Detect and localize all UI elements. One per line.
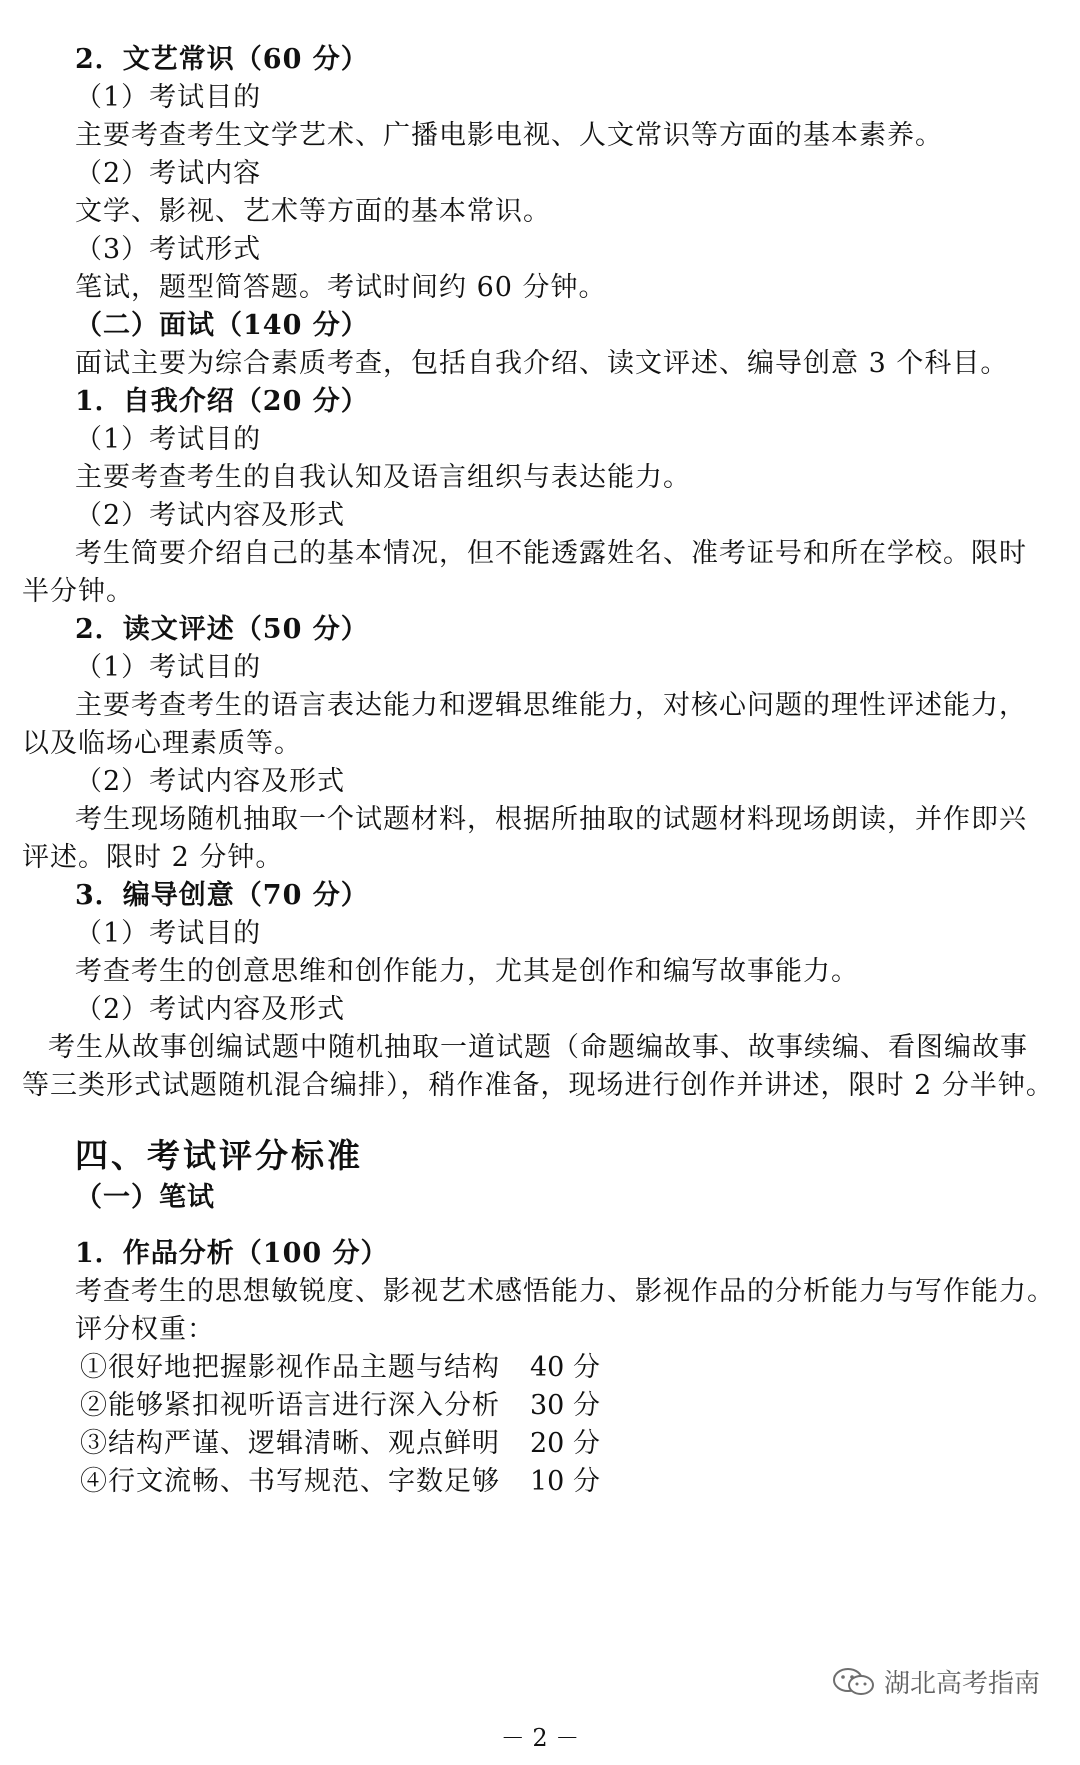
scoring-points: 20 分 xyxy=(530,1428,600,1459)
text-line-i1-p2-head: （2）考试内容及形式 xyxy=(75,500,346,531)
text-line-i3-p2-body-a: 考生从故事创编试题中随机抽取一道试题（命题编故事、故事续编、看图编故事 xyxy=(48,1032,1028,1063)
text-line-sec4-title: 四、考试评分标准 xyxy=(75,1136,363,1175)
text-line-s2-title: 2．文艺常识（60 分） xyxy=(75,44,369,75)
text-line-i3-p1-head: （1）考试目的 xyxy=(75,918,262,949)
text-line-i2-p2-body-a: 考生现场随机抽取一个试题材料，根据所抽取的试题材料现场朗读，并作即兴 xyxy=(75,804,1027,835)
scoring-row xyxy=(80,1388,600,1424)
watermark-text: 湖北高考指南 xyxy=(883,1669,1040,1699)
scoring-points: 40 分 xyxy=(530,1352,600,1383)
scoring-item: ④行文流畅、书写规范、字数足够 xyxy=(80,1466,500,1497)
text-line-written-title: （一）笔试 xyxy=(75,1182,215,1213)
text-line-i1-p2-body-b: 半分钟。 xyxy=(22,576,134,607)
text-line-i2-p2-head: （2）考试内容及形式 xyxy=(75,766,346,797)
page-number: － 2 － xyxy=(500,1724,580,1752)
text-line-i3-title: 3．编导创意（70 分） xyxy=(75,880,369,911)
text-line-i1-title: 1．自我介绍（20 分） xyxy=(75,386,369,417)
text-line-i2-title: 2．读文评述（50 分） xyxy=(75,614,369,645)
text-line-i3-p2-body-b: 等三类形式试题随机混合编排），稍作准备，现场进行创作并讲述，限时 2 分半钟。 xyxy=(22,1070,1054,1101)
scoring-item: ③结构严谨、逻辑清晰、观点鲜明 xyxy=(80,1428,500,1459)
text-line-i1-p1-body: 主要考查考生的自我认知及语言组织与表达能力。 xyxy=(75,462,691,493)
text-line-s2-p2-body: 文学、影视、艺术等方面的基本常识。 xyxy=(75,196,551,227)
text-line-s2-p3-head: （3）考试形式 xyxy=(75,234,262,265)
text-line-i2-p1-head: （1）考试目的 xyxy=(75,652,262,683)
watermark xyxy=(832,1663,1040,1700)
scoring-item: ②能够紧扣视听语言进行深入分析 xyxy=(80,1390,500,1421)
scoring-row xyxy=(80,1426,600,1462)
text-line-s2-p1-head: （1）考试目的 xyxy=(75,82,262,113)
scoring-row xyxy=(80,1350,600,1386)
text-line-w1-weights: 评分权重： xyxy=(75,1314,215,1345)
text-line-s2-p1-body: 主要考查考生文学艺术、广播电影电视、人文常识等方面的基本素养。 xyxy=(75,120,943,151)
wechat-icon xyxy=(832,1667,876,1697)
text-line-i3-p2-head: （2）考试内容及形式 xyxy=(75,994,346,1025)
scoring-row xyxy=(80,1464,600,1500)
text-line-s2-p2-head: （2）考试内容 xyxy=(75,158,262,189)
scoring-item: ①很好地把握影视作品主题与结构 xyxy=(80,1352,500,1383)
text-line-i3-p1-body: 考查考生的创意思维和创作能力，尤其是创作和编写故事能力。 xyxy=(75,956,859,987)
text-line-i2-p1-body-a: 主要考查考生的语言表达能力和逻辑思维能力，对核心问题的理性评述能力， xyxy=(75,690,1027,721)
scoring-points: 30 分 xyxy=(530,1390,600,1421)
text-line-w1-title: 1．作品分析（100 分） xyxy=(75,1238,389,1269)
text-line-i2-p2-body-b: 评述。限时 2 分钟。 xyxy=(22,842,284,873)
text-line-w1-body: 考查考生的思想敏锐度、影视艺术感悟能力、影视作品的分析能力与写作能力。 xyxy=(75,1276,1055,1307)
text-line-i1-p1-head: （1）考试目的 xyxy=(75,424,262,455)
text-line-s2-p3-body: 笔试，题型简答题。考试时间约 60 分钟。 xyxy=(75,272,607,303)
text-line-i1-p2-body-a: 考生简要介绍自己的基本情况，但不能透露姓名、准考证号和所在学校。限时 xyxy=(75,538,1027,569)
scoring-points: 10 分 xyxy=(530,1466,600,1497)
text-line-interview-title: （二）面试（140 分） xyxy=(75,310,369,341)
text-line-i2-p1-body-b: 以及临场心理素质等。 xyxy=(22,728,302,759)
text-line-interview-intro: 面试主要为综合素质考查，包括自我介绍、读文评述、编导创意 3 个科目。 xyxy=(75,348,1009,379)
